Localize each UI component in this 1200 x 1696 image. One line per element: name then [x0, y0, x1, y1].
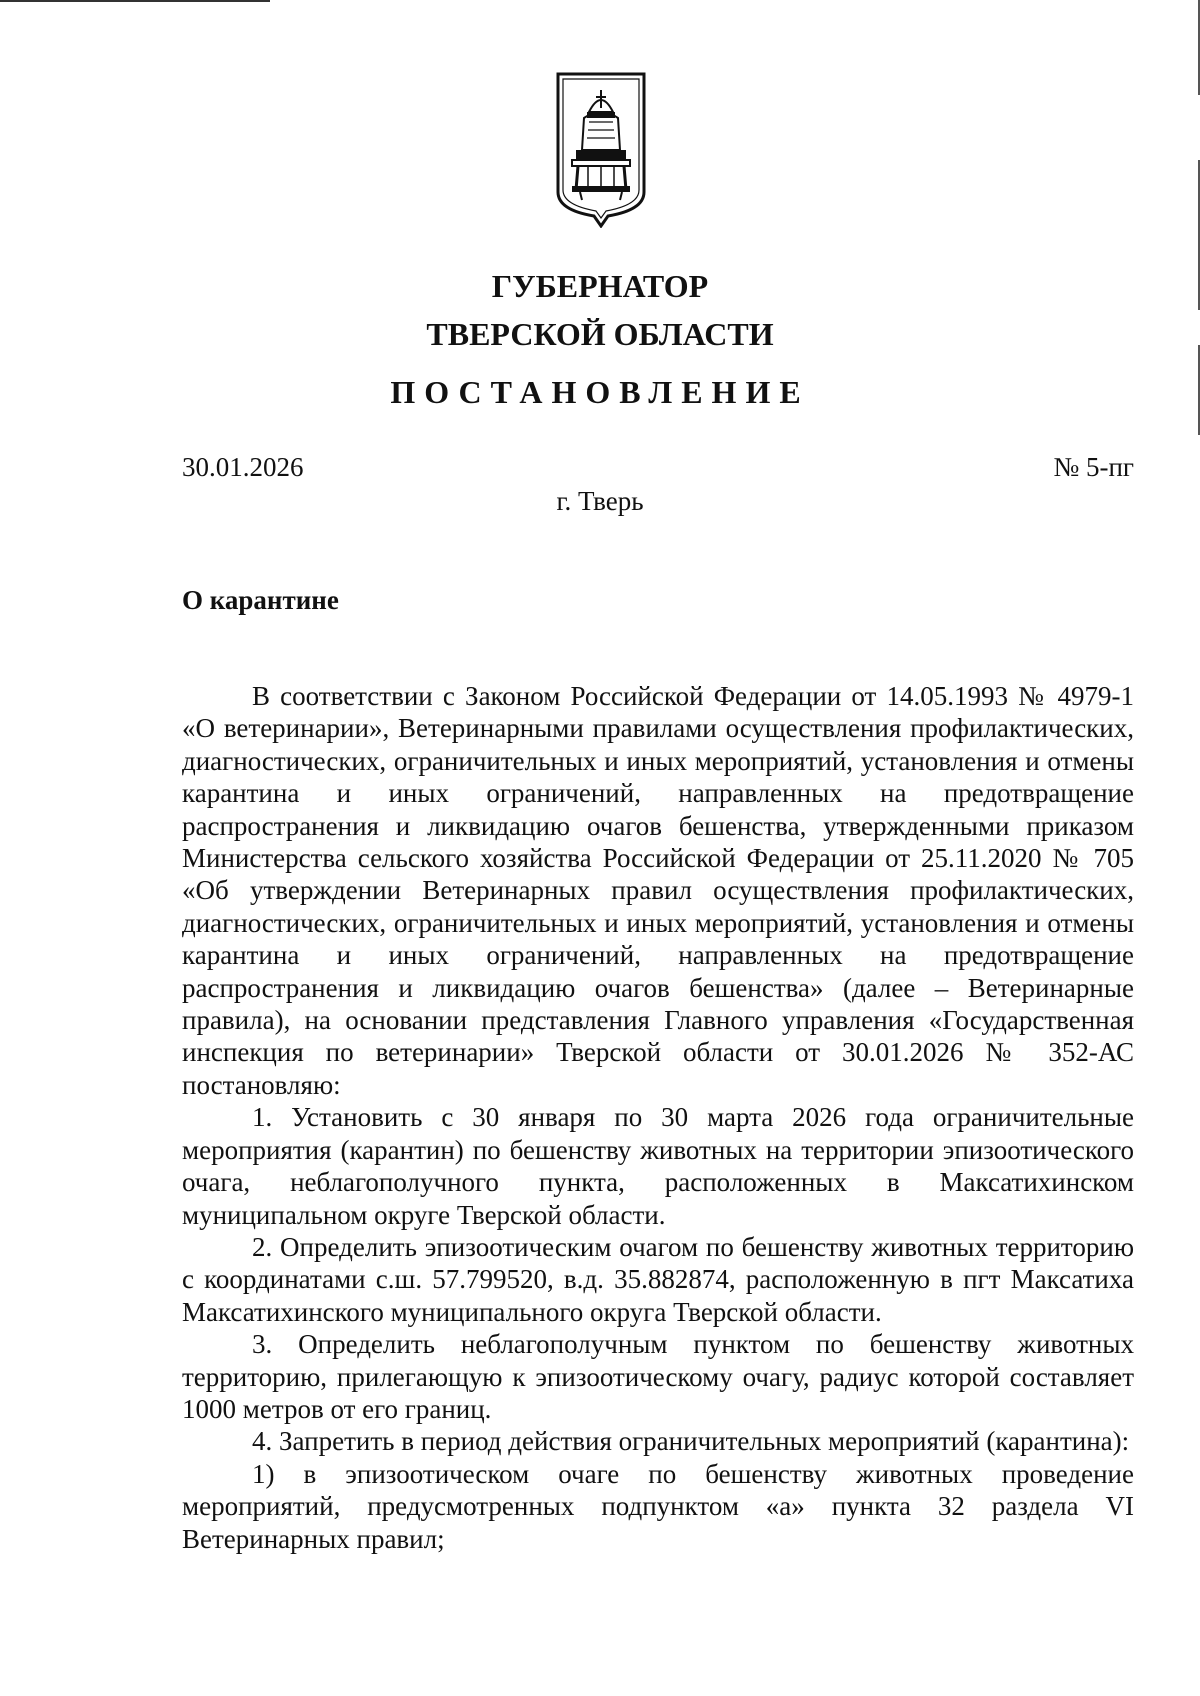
document-body	[182, 680, 1134, 1555]
paragraph-item-2: 2. Определить эпизоотическим очагом по бешенству животных территорию с координатами с.ш. 57.799520, в.д. 35.882874, расположенную в пгт Максатиха Максатихинского муниципального округа Тверской области.	[182, 1231, 1134, 1327]
document-type-title: ПОСТАНОВЛЕНИЕ	[390, 374, 810, 410]
scan-edge-top	[0, 0, 270, 2]
tver-coat-of-arms-icon	[556, 72, 646, 228]
authority-line-1: ГУБЕРНАТОР	[491, 268, 709, 304]
document-number: № 5-пг	[1053, 452, 1134, 482]
authority-title	[0, 262, 1200, 358]
paragraph-item-3: 3. Определить неблагополучным пунктом по бешенству животных территорию, прилегающую к эпизоотическому очагу, радиус которой составляет 1000 метров от его границ.	[182, 1329, 1134, 1424]
paragraph-item-4-1: 1) в эпизоотическом очаге по бешенству животных проведение мероприятий, предусмотренных подпунктом «а» пункта 32 раздела VI Ветеринарных правил;	[182, 1458, 1134, 1554]
document-subject: О карантине	[182, 585, 339, 615]
authority-line-2: ТВЕРСКОЙ ОБЛАСТИ	[426, 316, 774, 352]
paragraph-preamble: В соответствии с Законом Российской Федерации от 14.05.1993 № 4979-1 «О ветеринарии», Ветеринарными правилами осуществления профилактических, диагностических, ограничительных и иных мероприятий, установления и отмены карантина и иных ограничений, направленных на предотвращение распространения и ликвидацию очагов бешенства, утвержденными приказом Министерства сельского хозяйства Российской Федерации от 25.11.2020 № 705 «Об утверждении Ветеринарных правил осуществления профилактических, диагностических, ограничительных и иных мероприятий, установления и отмены карантина и иных ограничений, направленных на предотвращение распространения и ликвидацию очагов бешенства» (далее – Ветеринарные правила), на основании представления Главного управления «Государственная инспекция по ветеринарии» Тверской области от 30.01.2026 № 352-АС постановляю:	[182, 681, 1134, 1100]
paragraph-item-1: 1. Установить с 30 января по 30 марта 2026 года ограничительные мероприятия (карантин) по бешенству животных на территории эпизоотического очага, неблагополучного пункта, расположенных в Максатихинском муниципальном округе Тверской области.	[182, 1102, 1134, 1230]
document-city: г. Тверь	[556, 486, 644, 516]
paragraph-item-4: 4. Запретить в период действия ограничительных мероприятий (карантина):	[252, 1426, 1130, 1457]
document-date: 30.01.2026	[182, 452, 304, 482]
